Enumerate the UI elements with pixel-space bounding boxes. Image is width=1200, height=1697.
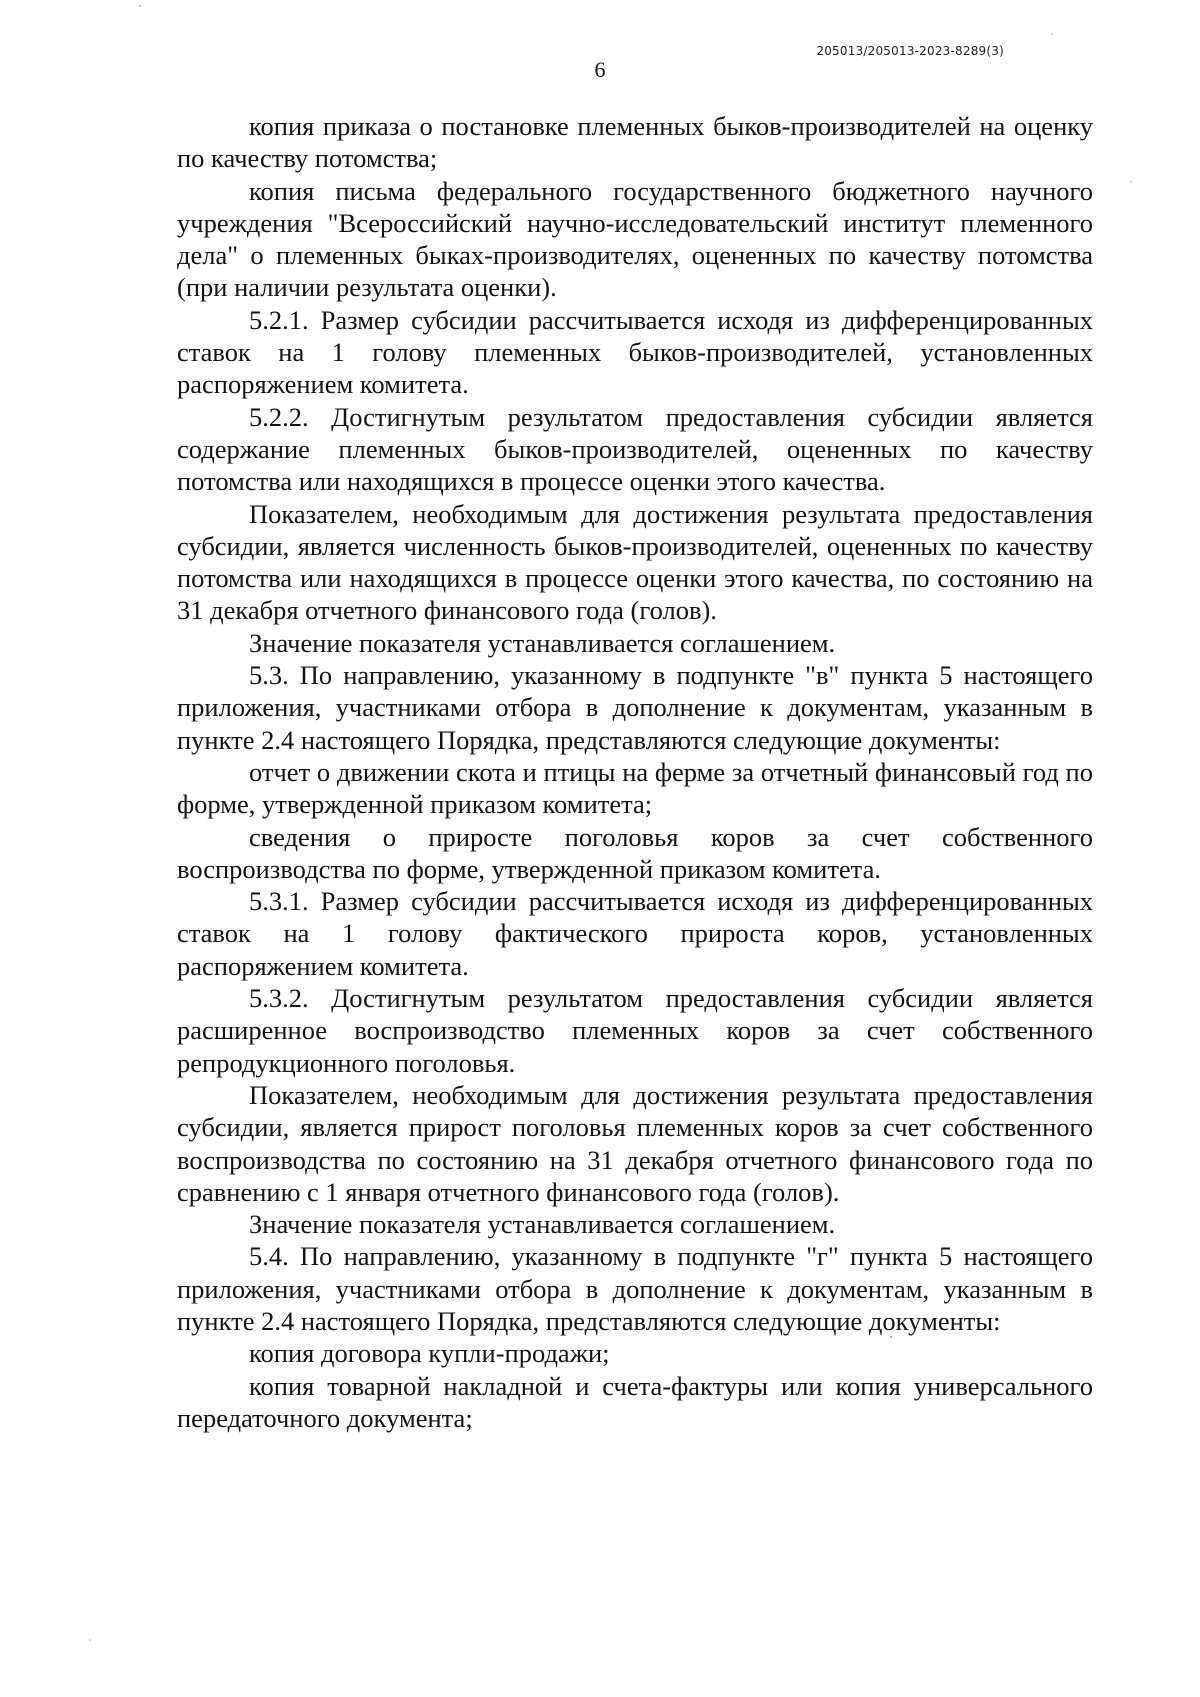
page-number: 6 [594, 57, 606, 82]
document-id: 205013/205013-2023-8289(3) [816, 44, 1004, 58]
paragraph: копия письма федерального государственного бюджетного научного учреждения "Всероссийский научно-исследовательский институт племенного дела" о племенных быках-производителях, оцененных по качеству потомства (при наличии результата оценки). [177, 175, 1093, 303]
paragraph: 5.2.2. Достигнутым результатом предоставления субсидии является содержание племенных быков-производителей, оцененных по качеству потомства или находящихся в процессе оценки этого качества. [177, 401, 1093, 497]
paragraph: копия приказа о постановке племенных быков-производителей на оценку по качеству потомства; [177, 111, 1093, 174]
paragraph: 5.3.2. Достигнутым результатом предоставления субсидии является расширенное воспроизводство племенных коров за счет собственного репродукционного поголовья. [177, 983, 1093, 1078]
paragraph: 5.2.1. Размер субсидии рассчитывается исходя из дифференцированных ставок на 1 голову племенных быков-производителей, установленных распоряжением комитета. [177, 304, 1093, 400]
paragraph: копия товарной накладной и счета-фактуры или копия универсального передаточного документа; [177, 1370, 1093, 1433]
paragraph: Значение показателя устанавливается соглашением. [249, 627, 836, 658]
document-body [177, 110, 1093, 1434]
paragraph: Показателем, необходимым для достижения результата предоставления субсидии, является прирост поголовья племенных коров за счет собственного воспроизводства по состоянию на 31 декабря отчетного финансового года по сравнению с 1 января отчетного финансового года (голов). [177, 1079, 1093, 1207]
paragraph: 5.4. По направлению, указанному в подпункте "г" пункта 5 настоящего приложения, участниками отбора в дополнение к документам, указанным в пункте 2.4 настоящего Порядка, представляются следующие документы: [177, 1241, 1093, 1336]
paragraph: копия договора купли-продажи; [249, 1338, 610, 1369]
paragraph: 5.3.1. Размер субсидии рассчитывается исходя из дифференцированных ставок на 1 голову фактического прироста коров, установленных распоряжением комитета. [177, 886, 1093, 981]
paragraph: сведения о приросте поголовья коров за счет собственного воспроизводства по форме, утвержденной приказом комитета. [177, 821, 1093, 884]
paragraph: 5.3. По направлению, указанному в подпункте "в" пункта 5 настоящего приложения, участниками отбора в дополнение к документам, указанным в пункте 2.4 настоящего Порядка, представляются следующие документы: [177, 660, 1093, 755]
paragraph: Показателем, необходимым для достижения результата предоставления субсидии, является численность быков-производителей, оцененных по качеству потомства или находящихся в процессе оценки этого качества, по состоянию на 31 декабря отчетного финансового года (голов). [177, 498, 1093, 626]
paragraph: Значение показателя устанавливается соглашением. [249, 1209, 836, 1240]
paragraph: отчет о движении скота и птицы на ферме за отчетный финансовый год по форме, утвержденной приказом комитета; [177, 756, 1093, 820]
